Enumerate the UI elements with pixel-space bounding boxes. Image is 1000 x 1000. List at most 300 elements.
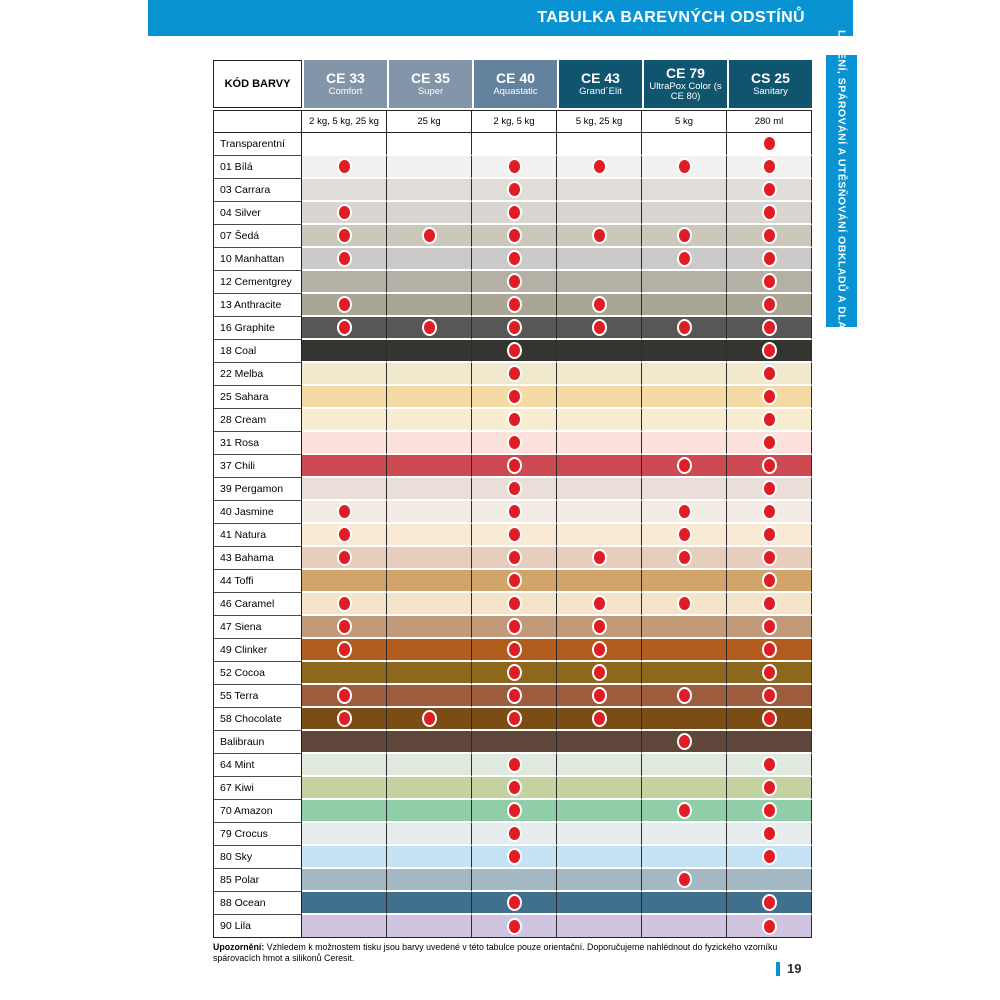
product-name-label: Comfort <box>328 85 363 97</box>
availability-cell <box>557 892 642 915</box>
availability-dot <box>762 434 777 451</box>
availability-dot <box>677 802 692 819</box>
availability-cell <box>302 639 387 662</box>
availability-cell <box>642 248 727 271</box>
availability-dot <box>762 848 777 865</box>
availability-cell <box>387 570 472 593</box>
availability-cell <box>472 869 557 892</box>
availability-cell <box>727 616 812 639</box>
footnote-label: Upozornění: <box>213 942 265 952</box>
availability-cell <box>727 708 812 731</box>
color-code-label: 80 Sky <box>213 846 302 869</box>
availability-cell <box>727 478 812 501</box>
availability-cell <box>387 593 472 616</box>
availability-cell <box>727 754 812 777</box>
availability-dot <box>592 687 607 704</box>
availability-cell <box>557 823 642 846</box>
table-row <box>213 892 812 915</box>
availability-dot <box>592 641 607 658</box>
availability-dot <box>762 319 777 336</box>
availability-cell <box>302 662 387 685</box>
availability-cell <box>387 225 472 248</box>
availability-dot <box>677 457 692 474</box>
availability-dot <box>762 342 777 359</box>
page-number <box>776 961 801 976</box>
availability-cell <box>387 202 472 225</box>
table-row <box>213 202 812 225</box>
availability-cell <box>557 386 642 409</box>
availability-dot <box>762 618 777 635</box>
availability-cell <box>557 202 642 225</box>
package-size-cell: 280 ml <box>727 110 812 133</box>
product-column-header-ce40 <box>472 60 557 108</box>
availability-cell <box>557 570 642 593</box>
availability-dot <box>677 319 692 336</box>
color-code-label: 37 Chili <box>213 455 302 478</box>
color-code-label: 18 Coal <box>213 340 302 363</box>
color-code-label: 28 Cream <box>213 409 302 432</box>
availability-dot <box>762 641 777 658</box>
availability-cell <box>557 754 642 777</box>
availability-cell <box>302 409 387 432</box>
availability-cell <box>472 386 557 409</box>
availability-dot <box>337 641 352 658</box>
color-code-label: 03 Carrara <box>213 179 302 202</box>
availability-cell <box>302 156 387 179</box>
availability-cell <box>472 317 557 340</box>
availability-dot <box>677 549 692 566</box>
table-row <box>213 409 812 432</box>
availability-cell <box>727 685 812 708</box>
availability-cell <box>727 248 812 271</box>
availability-cell <box>302 363 387 386</box>
availability-cell <box>387 777 472 800</box>
color-code-label: 44 Toffi <box>213 570 302 593</box>
color-code-label: 49 Clinker <box>213 639 302 662</box>
availability-dot <box>507 319 522 336</box>
availability-cell <box>472 639 557 662</box>
availability-dot <box>337 710 352 727</box>
availability-cell <box>557 869 642 892</box>
availability-cell <box>557 340 642 363</box>
table-row <box>213 271 812 294</box>
availability-dot <box>762 503 777 520</box>
availability-dot <box>422 227 437 244</box>
availability-cell <box>642 754 727 777</box>
availability-dot <box>507 526 522 543</box>
availability-cell <box>557 478 642 501</box>
availability-cell <box>557 317 642 340</box>
availability-cell <box>302 455 387 478</box>
product-name-label: Sanitary <box>753 85 788 97</box>
availability-dot <box>762 756 777 773</box>
color-code-label: 13 Anthracite <box>213 294 302 317</box>
availability-dot <box>762 549 777 566</box>
availability-cell <box>387 363 472 386</box>
availability-dot <box>592 296 607 313</box>
availability-dot <box>507 848 522 865</box>
availability-cell <box>642 547 727 570</box>
availability-cell <box>302 754 387 777</box>
availability-cell <box>387 156 472 179</box>
availability-cell <box>642 892 727 915</box>
table-row <box>213 662 812 685</box>
product-code-label: CS 25 <box>751 69 790 86</box>
availability-dot <box>507 158 522 175</box>
availability-dot <box>762 687 777 704</box>
package-size-cell: 2 kg, 5 kg, 25 kg <box>302 110 387 133</box>
availability-dot <box>507 894 522 911</box>
availability-cell <box>472 593 557 616</box>
availability-cell <box>472 754 557 777</box>
availability-cell <box>472 478 557 501</box>
availability-dot <box>677 595 692 612</box>
availability-dot <box>592 618 607 635</box>
availability-dot <box>592 664 607 681</box>
availability-cell <box>302 248 387 271</box>
footnote-text: Vzhledem k možnostem tisku jsou barvy uvedené v této tabulce pouze orientační. Doporučujeme nahlédnout do fyzického vzorníku spárovacích hmot a silikonů Ceresit. <box>213 942 778 963</box>
page-number-marker <box>776 962 780 976</box>
table-row <box>213 133 812 156</box>
table-row <box>213 869 812 892</box>
availability-cell <box>642 156 727 179</box>
table-row <box>213 179 812 202</box>
availability-cell <box>302 616 387 639</box>
availability-cell <box>387 616 472 639</box>
availability-cell <box>727 892 812 915</box>
availability-dot <box>762 894 777 911</box>
availability-dot <box>592 227 607 244</box>
availability-cell <box>642 593 727 616</box>
availability-cell <box>642 777 727 800</box>
availability-cell <box>557 616 642 639</box>
availability-cell <box>302 225 387 248</box>
availability-cell <box>472 340 557 363</box>
availability-cell <box>727 386 812 409</box>
table-row <box>213 570 812 593</box>
availability-dot <box>762 779 777 796</box>
availability-cell <box>302 869 387 892</box>
availability-dot <box>762 365 777 382</box>
color-code-label: 70 Amazon <box>213 800 302 823</box>
availability-dot <box>677 871 692 888</box>
availability-dot <box>507 918 522 935</box>
color-code-label: 52 Cocoa <box>213 662 302 685</box>
availability-cell <box>387 823 472 846</box>
availability-cell <box>387 432 472 455</box>
availability-dot <box>592 710 607 727</box>
availability-cell <box>642 179 727 202</box>
availability-cell <box>557 731 642 754</box>
table-row <box>213 294 812 317</box>
color-code-label: 25 Sahara <box>213 386 302 409</box>
availability-cell <box>642 432 727 455</box>
availability-dot <box>762 825 777 842</box>
availability-cell <box>302 179 387 202</box>
availability-cell <box>642 317 727 340</box>
availability-cell <box>727 179 812 202</box>
availability-dot <box>507 802 522 819</box>
availability-dot <box>592 595 607 612</box>
availability-cell <box>387 708 472 731</box>
availability-cell <box>387 248 472 271</box>
availability-cell <box>302 846 387 869</box>
availability-cell <box>642 455 727 478</box>
color-code-label: Balibraun <box>213 731 302 754</box>
availability-dot <box>762 480 777 497</box>
availability-cell <box>387 409 472 432</box>
availability-cell <box>642 685 727 708</box>
table-row <box>213 754 812 777</box>
availability-dot <box>677 526 692 543</box>
availability-cell <box>302 133 387 156</box>
availability-cell <box>557 846 642 869</box>
availability-cell <box>472 823 557 846</box>
availability-cell <box>302 777 387 800</box>
availability-cell <box>387 478 472 501</box>
availability-dot <box>507 388 522 405</box>
table-row <box>213 363 812 386</box>
availability-dot <box>507 618 522 635</box>
color-code-label: 31 Rosa <box>213 432 302 455</box>
availability-cell <box>302 570 387 593</box>
availability-cell <box>472 271 557 294</box>
color-code-label: 40 Jasmine <box>213 501 302 524</box>
availability-dot <box>762 296 777 313</box>
availability-cell <box>472 777 557 800</box>
table-row <box>213 639 812 662</box>
availability-dot <box>762 227 777 244</box>
color-code-label: 43 Bahama <box>213 547 302 570</box>
availability-cell <box>557 248 642 271</box>
availability-cell <box>727 271 812 294</box>
availability-dot <box>337 204 352 221</box>
availability-cell <box>472 570 557 593</box>
availability-cell <box>472 156 557 179</box>
color-code-label: 12 Cementgrey <box>213 271 302 294</box>
product-name-label: Super <box>417 85 444 97</box>
table-row <box>213 846 812 869</box>
availability-cell <box>727 409 812 432</box>
availability-dot <box>507 572 522 589</box>
availability-dot <box>507 595 522 612</box>
availability-cell <box>302 915 387 938</box>
availability-cell <box>472 179 557 202</box>
availability-cell <box>727 777 812 800</box>
availability-cell <box>557 800 642 823</box>
availability-dot <box>762 457 777 474</box>
availability-cell <box>472 708 557 731</box>
availability-cell <box>642 616 727 639</box>
availability-dot <box>507 204 522 221</box>
availability-cell <box>642 869 727 892</box>
availability-cell <box>642 915 727 938</box>
table-row <box>213 685 812 708</box>
availability-dot <box>762 572 777 589</box>
availability-cell <box>727 639 812 662</box>
availability-dot <box>762 411 777 428</box>
availability-cell <box>642 800 727 823</box>
page-title: TABULKA BAREVNÝCH ODSTÍNŮ <box>537 9 805 26</box>
package-size-cell: 2 kg, 5 kg <box>472 110 557 133</box>
availability-dot <box>507 342 522 359</box>
table-row <box>213 248 812 271</box>
package-size-cell: 5 kg, 25 kg <box>557 110 642 133</box>
availability-dot <box>762 595 777 612</box>
availability-cell <box>472 432 557 455</box>
availability-cell <box>727 432 812 455</box>
availability-cell <box>727 294 812 317</box>
table-row <box>213 478 812 501</box>
product-column-header-ce35 <box>387 60 472 108</box>
availability-cell <box>642 846 727 869</box>
availability-dot <box>507 503 522 520</box>
availability-dot <box>677 503 692 520</box>
color-shade-table <box>213 60 812 938</box>
availability-cell <box>472 616 557 639</box>
color-code-label: 85 Polar <box>213 869 302 892</box>
color-code-label: 79 Crocus <box>213 823 302 846</box>
availability-dot <box>762 918 777 935</box>
availability-cell <box>642 639 727 662</box>
availability-cell <box>472 915 557 938</box>
availability-cell <box>642 271 727 294</box>
availability-dot <box>337 687 352 704</box>
product-name-label: UltraPox Color (s CE 80) <box>649 80 722 102</box>
availability-dot <box>592 319 607 336</box>
availability-cell <box>642 524 727 547</box>
availability-cell <box>557 639 642 662</box>
availability-cell <box>472 800 557 823</box>
color-code-label: 47 Siena <box>213 616 302 639</box>
availability-dot <box>762 204 777 221</box>
table-header-row <box>213 60 812 108</box>
availability-cell <box>302 800 387 823</box>
availability-cell <box>727 547 812 570</box>
package-size-empty-cell <box>213 110 302 133</box>
availability-cell <box>472 846 557 869</box>
availability-cell <box>727 501 812 524</box>
availability-cell <box>472 547 557 570</box>
table-row <box>213 823 812 846</box>
availability-cell <box>302 478 387 501</box>
color-code-label: 46 Caramel <box>213 593 302 616</box>
availability-cell <box>472 501 557 524</box>
availability-cell <box>727 662 812 685</box>
availability-cell <box>727 800 812 823</box>
availability-cell <box>302 731 387 754</box>
product-column-header-cs25 <box>727 60 812 108</box>
product-code-label: CE 33 <box>326 69 365 86</box>
product-code-label: CE 79 <box>666 64 705 81</box>
availability-cell <box>302 547 387 570</box>
availability-dot <box>507 411 522 428</box>
color-code-label: 41 Natura <box>213 524 302 547</box>
availability-cell <box>302 202 387 225</box>
availability-cell <box>387 754 472 777</box>
color-code-label: 16 Graphite <box>213 317 302 340</box>
table-row <box>213 432 812 455</box>
availability-cell <box>727 317 812 340</box>
availability-cell <box>387 133 472 156</box>
availability-cell <box>472 202 557 225</box>
footnote <box>213 942 813 964</box>
product-name-label: Grand´Elit <box>579 85 622 97</box>
availability-dot <box>592 549 607 566</box>
package-size-cell: 25 kg <box>387 110 472 133</box>
availability-cell <box>387 271 472 294</box>
availability-cell <box>727 202 812 225</box>
table-row <box>213 616 812 639</box>
availability-cell <box>727 340 812 363</box>
availability-dot <box>762 181 777 198</box>
availability-cell <box>387 800 472 823</box>
availability-cell <box>642 501 727 524</box>
availability-cell <box>387 179 472 202</box>
availability-cell <box>557 685 642 708</box>
availability-dot <box>507 756 522 773</box>
availability-dot <box>592 158 607 175</box>
availability-dot <box>507 273 522 290</box>
availability-cell <box>557 409 642 432</box>
availability-cell <box>472 225 557 248</box>
availability-dot <box>337 526 352 543</box>
availability-cell <box>387 869 472 892</box>
availability-dot <box>762 135 777 152</box>
product-code-label: CE 43 <box>581 69 620 86</box>
availability-cell <box>472 248 557 271</box>
availability-dot <box>507 296 522 313</box>
availability-dot <box>337 319 352 336</box>
availability-dot <box>507 664 522 681</box>
product-column-header-ce33 <box>302 60 387 108</box>
availability-cell <box>727 869 812 892</box>
package-size-row <box>213 110 812 133</box>
availability-dot <box>337 158 352 175</box>
table-row <box>213 731 812 754</box>
availability-cell <box>472 524 557 547</box>
availability-cell <box>642 363 727 386</box>
availability-dot <box>762 710 777 727</box>
availability-cell <box>387 524 472 547</box>
availability-dot <box>337 296 352 313</box>
color-code-label: 04 Silver <box>213 202 302 225</box>
availability-dot <box>762 664 777 681</box>
table-row <box>213 156 812 179</box>
availability-dot <box>507 434 522 451</box>
availability-cell <box>557 662 642 685</box>
availability-cell <box>642 340 727 363</box>
availability-cell <box>387 892 472 915</box>
availability-cell <box>557 501 642 524</box>
availability-dot <box>507 365 522 382</box>
availability-cell <box>472 294 557 317</box>
availability-cell <box>472 892 557 915</box>
color-code-label: 88 Ocean <box>213 892 302 915</box>
availability-dot <box>507 710 522 727</box>
availability-dot <box>507 687 522 704</box>
availability-dot <box>507 457 522 474</box>
availability-cell <box>727 593 812 616</box>
availability-dot <box>337 618 352 635</box>
availability-cell <box>472 409 557 432</box>
availability-dot <box>507 227 522 244</box>
table-row <box>213 915 812 938</box>
availability-cell <box>557 363 642 386</box>
availability-cell <box>642 478 727 501</box>
availability-cell <box>472 662 557 685</box>
product-code-label: CE 35 <box>411 69 450 86</box>
